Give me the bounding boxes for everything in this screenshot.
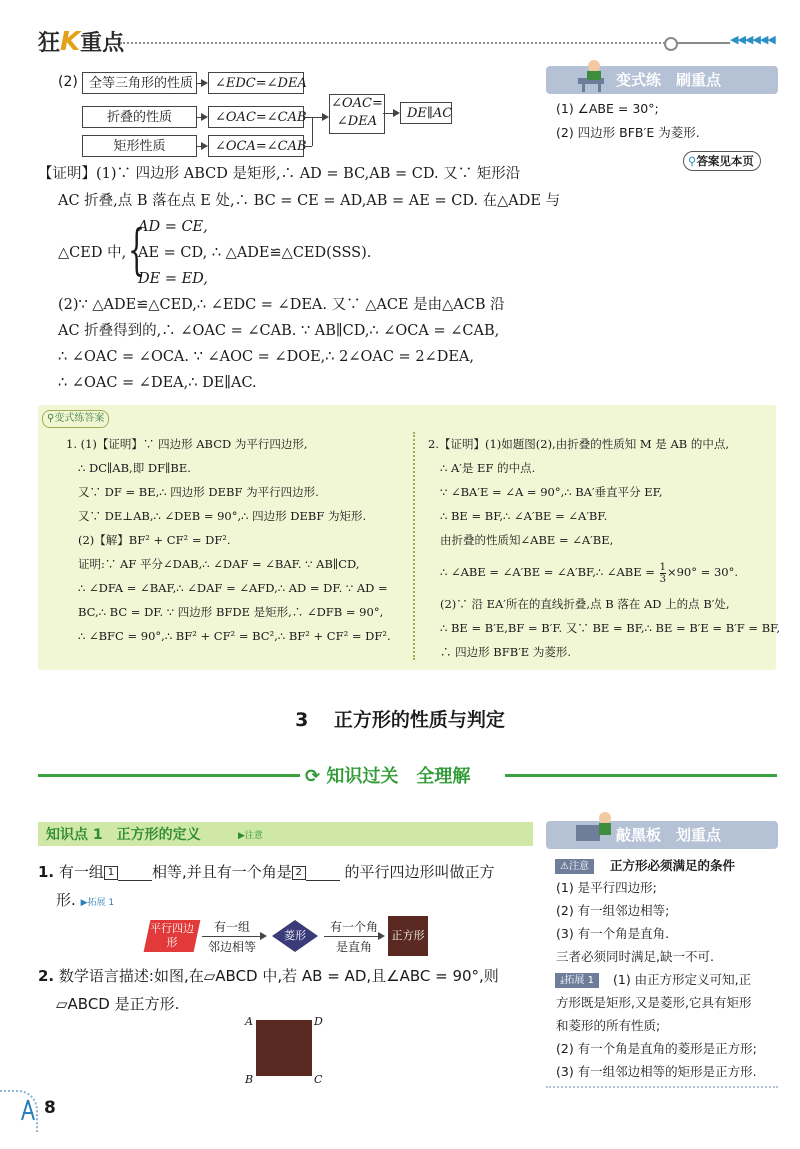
flow-final-result: DE∥AC [400, 102, 452, 124]
key-icon: ⚲ [688, 154, 697, 168]
proof-brace-prefix: △CED 中, [58, 245, 127, 261]
extension-link[interactable]: ▶拓展 1 [80, 898, 115, 908]
arrow-label-bottom: 邻边相等 [207, 940, 256, 954]
student-desk-icon [574, 56, 612, 94]
answer-line: ∵ ∠BA′E = ∠A = 90°,∴ BA′垂直平分 EF, [440, 485, 663, 499]
answer-line: (2)【解】BF² + CF² = DF². [78, 533, 231, 547]
swirl-icon: ⟳ [305, 766, 321, 787]
answer-line: 证明:∵ AF 平分∠DAB,∴ ∠DAF = ∠BAF. ∵ AB∥CD, [78, 557, 360, 571]
answer-line: 2.【证明】(1)如题图(2),由折叠的性质知 M 是 AB 的中点, [428, 437, 730, 451]
proof-line: ∴ ∠OAC = ∠DEA,∴ DE∥AC. [58, 375, 257, 391]
kp-title: 知识点 1 正方形的定义 [46, 827, 201, 843]
answer-line: ∴ BE = BF,∴ ∠A′BE = ∠A′BF. [440, 509, 608, 523]
panel-bottom-line [546, 1086, 778, 1088]
panel-banner-blackboard: 敲黑板 划重点 [546, 821, 778, 849]
answer-blank[interactable] [118, 865, 152, 881]
answer-line: BC,∴ BC = DF. ∵ 四边形 BFDE 是矩形,∴ ∠DFB = 90°, [78, 605, 384, 619]
header-dotted-line [120, 42, 665, 44]
arrow-label-top: 有一组 [213, 920, 250, 934]
arrow-label-top: 有一个角 [329, 920, 378, 934]
brace-icon: { [128, 218, 146, 281]
ext-line: (3) 有一组邻边相等的矩形是正方形. [556, 1064, 757, 1079]
answer-line: ∴ A′是 EF 的中点. [440, 461, 536, 475]
question-1-cont: 形. ▶拓展 1 [56, 891, 115, 909]
page-number: 8 [44, 1098, 56, 1118]
ext-line: (2) 有一个角是直角的菱形是正方形; [556, 1041, 757, 1056]
header-bar [678, 42, 730, 44]
blank-number: 2 [292, 866, 306, 880]
answer-line: (2)∵ 沿 EA′所在的直线折叠,点 B 落在 AD 上的点 B′处, [440, 597, 730, 611]
point-c-label: C [314, 1073, 323, 1086]
teacher-board-icon [574, 809, 614, 849]
answer-line: ∴ ∠BFC = 90°,∴ BF² + CF² = BC²,∴ BF² + CF² = DF². [78, 629, 391, 643]
answer-line: 由折叠的性质知∠ABE = ∠A′BE, [440, 533, 614, 547]
answer-divider [413, 432, 415, 660]
flow-label: (2) [58, 74, 78, 90]
answer-line: 又∵ DE⊥AB,∴ ∠DEB = 90°,∴ 四边形 DEBF 为矩形. [78, 509, 367, 523]
point-a-label: A [245, 1015, 253, 1028]
note-item: (3) 有一个角是直角. [556, 926, 670, 941]
answer-line: 又∵ DF = BE,∴ 四边形 DEBF 为平行四边形. [78, 485, 319, 499]
question-2: 2. 数学语言描述:如图,在▱ABCD 中,若 AB = AD,且∠ABC = 90°,则 [38, 967, 499, 985]
extension-tag: ⤓拓展 1 [555, 973, 599, 988]
expand-icon: ⤓ [560, 975, 565, 986]
header-circle-icon [664, 37, 678, 51]
rhombus-label: 菱形 [284, 929, 306, 942]
arrow-label-bottom: 是直角 [335, 940, 372, 954]
question-2-cont: ▱ABCD 是正方形. [56, 995, 180, 1013]
flow-merge-box: ∠OAC= ∠DEA [329, 94, 385, 134]
note-item: (2) 有一组邻边相等; [556, 903, 670, 918]
blank-number: 1 [104, 866, 118, 880]
panel-banner-practice: 变式练 刷重点 [546, 66, 778, 94]
ext-line: 和菱形的所有性质; [556, 1018, 661, 1033]
square-abcd-figure [256, 1020, 312, 1076]
note-item: (1) 是平行四边形; [556, 880, 657, 895]
proof-line: (2)∵ △ADE≌△CED,∴ ∠EDC = ∠DEA. 又∵ △ACE 是由△ACB 沿 [58, 297, 505, 313]
kp-note-link[interactable]: ▶注意 [238, 831, 263, 841]
answer-line: ∴ DC∥AB,即 DF∥BE. [78, 461, 191, 475]
banner-line-left [38, 774, 300, 777]
note-tag: ⚠注意 [555, 859, 594, 874]
compass-icon [16, 1098, 40, 1122]
proof-line: AC 折叠,点 B 落在点 E 处,∴ BC = CE = AD,AB = AE = CD. 在△ADE 与 [58, 193, 561, 209]
proof-line: ∴ ∠OAC = ∠OCA. ∵ ∠AOC = ∠DOE,∴ 2∠OAC = 2∠DEA, [58, 349, 474, 365]
section-banner: ⟳ 知识过关 全理解 [305, 766, 471, 787]
flow-box-congruent: 全等三角形的性质 [82, 72, 197, 94]
answer-line: ∴ BE = B′E,BF = B′F. 又∵ BE = BF,∴ BE = B′E = B′F = BF, [440, 621, 781, 635]
answer-line: ∴ 四边形 BFB′E 为菱形. [440, 645, 572, 659]
ext-line: (1) 由正方形定义可知,正 [613, 972, 752, 987]
proof-brace-line: DE = ED, [138, 271, 208, 287]
flow-result-edc: ∠EDC=∠DEA [208, 72, 304, 94]
answer-tag: ⚲变式练答案 [42, 410, 109, 428]
section-title: 3 正方形的性质与判定 [295, 709, 505, 731]
ext-line: 方形既是矩形,又是菱形,它具有矩形 [556, 995, 752, 1010]
answer-link-button[interactable]: ⚲答案见本页 [683, 151, 761, 171]
panel-item: (1) ∠ABE = 30°; [556, 101, 659, 116]
header-arrows-icon: ◀◀◀◀◀◀ [730, 33, 775, 46]
flow-result-oca: ∠OCA=∠CAB [208, 135, 304, 157]
proof-line: 【证明】(1)∵ 四边形 ABCD 是矩形,∴ AD = BC,AB = CD. 又∵ 矩形沿 [38, 166, 521, 182]
point-b-label: B [245, 1073, 254, 1086]
panel-item: (2) 四边形 BFB′E 为菱形. [556, 125, 700, 140]
note-title: 正方形必须满足的条件 [610, 858, 736, 873]
header-logo: 狂K重点 [38, 27, 125, 57]
proof-line: AC 折叠得到的,∴ ∠OAC = ∠CAB. ∵ AB∥CD,∴ ∠OCA = ∠CAB, [58, 323, 500, 339]
note-item: 三者必须同时满足,缺一不可. [556, 949, 714, 964]
banner-line-right [505, 774, 777, 777]
square-label: 正方形 [391, 929, 425, 942]
key-icon: ⚲ [47, 413, 55, 424]
answer-line: ∴ ∠ABE = ∠A′BE = ∠A′BF,∴ ∠ABE = $\frac{1}{3}$ ×90° = 30°. [440, 561, 738, 585]
flow-result-oac: ∠OAC=∠CAB [208, 106, 304, 128]
answer-line: ∴ ∠DFA = ∠BAF,∴ ∠DAF = ∠AFD,∴ AD = DF. ∵ AD = [78, 581, 388, 595]
proof-brace-line: AD = CE, [138, 219, 208, 235]
flow-box-fold: 折叠的性质 [82, 106, 197, 128]
parallelogram-label: 平行四边形 [150, 922, 194, 949]
question-1: 1. 有一组 1 相等,并且有一个角是 2 的平行四边形叫做正方 [38, 863, 495, 881]
point-d-label: D [314, 1015, 323, 1028]
warning-icon: ⚠ [560, 861, 569, 872]
answer-line: 1. (1)【证明】∵ 四边形 ABCD 为平行四边形, [66, 437, 308, 451]
answer-blank[interactable] [306, 865, 340, 881]
proof-brace-line: AE = CD, ∴ △ADE≌△CED(SSS). [138, 245, 372, 261]
flow-box-rectangle: 矩形性质 [82, 135, 197, 157]
